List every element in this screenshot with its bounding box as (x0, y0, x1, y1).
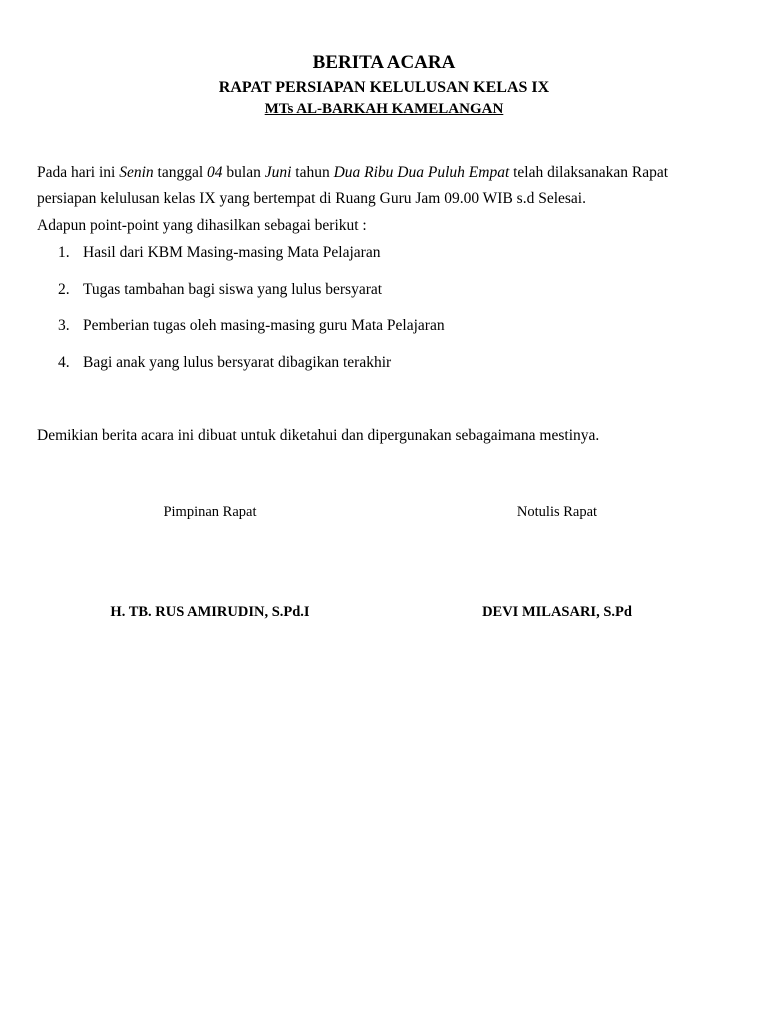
points-list (58, 242, 445, 388)
opening-text-1: Pada hari ini (37, 164, 120, 181)
list-item-text: Hasil dari KBM Masing-masing Mata Pelajaran (83, 244, 381, 261)
list-item-number: 4. (58, 353, 70, 371)
school-name: MTs AL-BARKAH KAMELANGAN (264, 101, 504, 117)
opening-line-2: persiapan kelulusan kelas IX yang bertempat di Ruang Guru Jam 09.00 WIB s.d Selesai. (37, 190, 586, 207)
opening-line-1 (37, 160, 737, 186)
document-title: BERITA ACARA (312, 52, 456, 73)
opening-text-3: bulan (222, 164, 265, 181)
note-taker-role: Notulis Rapat (516, 504, 598, 520)
meeting-year: Dua Ribu Dua Puluh Empat (333, 164, 510, 181)
list-item-text: Bagi anak yang lulus bersyarat dibagikan terakhir (83, 353, 392, 371)
list-item (58, 315, 445, 352)
list-item-text: Tugas tambahan bagi siswa yang lulus bersyarat (83, 280, 383, 298)
meeting-leader-role: Pimpinan Rapat (163, 504, 257, 520)
opening-paragraph (37, 160, 737, 212)
opening-text-2: tanggal (153, 164, 208, 181)
meeting-month: Juni (264, 164, 292, 181)
opening-text-4: tahun (291, 164, 334, 181)
list-item (58, 279, 445, 316)
list-item-number: 1. (58, 244, 70, 261)
points-intro: Adapun point-point yang dihasilkan sebagai berikut : (37, 217, 367, 234)
opening-text-5: telah dilaksanakan Rapat (509, 164, 669, 181)
document-subtitle: RAPAT PERSIAPAN KELULUSAN KELAS IX (218, 79, 550, 96)
list-item-number: 3. (58, 317, 70, 334)
closing-paragraph: Demikian berita acara ini dibuat untuk diketahui dan dipergunakan sebagaimana mestinya. (37, 427, 600, 444)
list-item-text: Pemberian tugas oleh masing-masing guru Mata Pelajaran (83, 317, 445, 334)
list-item (58, 242, 445, 279)
list-item-number: 2. (58, 280, 70, 298)
note-taker-name: DEVI MILASARI, S.Pd (482, 604, 632, 620)
meeting-leader-name: H. TB. RUS AMIRUDIN, S.Pd.I (110, 604, 310, 620)
meeting-date: 04 (207, 164, 223, 181)
meeting-day: Senin (119, 164, 154, 181)
list-item (58, 352, 445, 389)
